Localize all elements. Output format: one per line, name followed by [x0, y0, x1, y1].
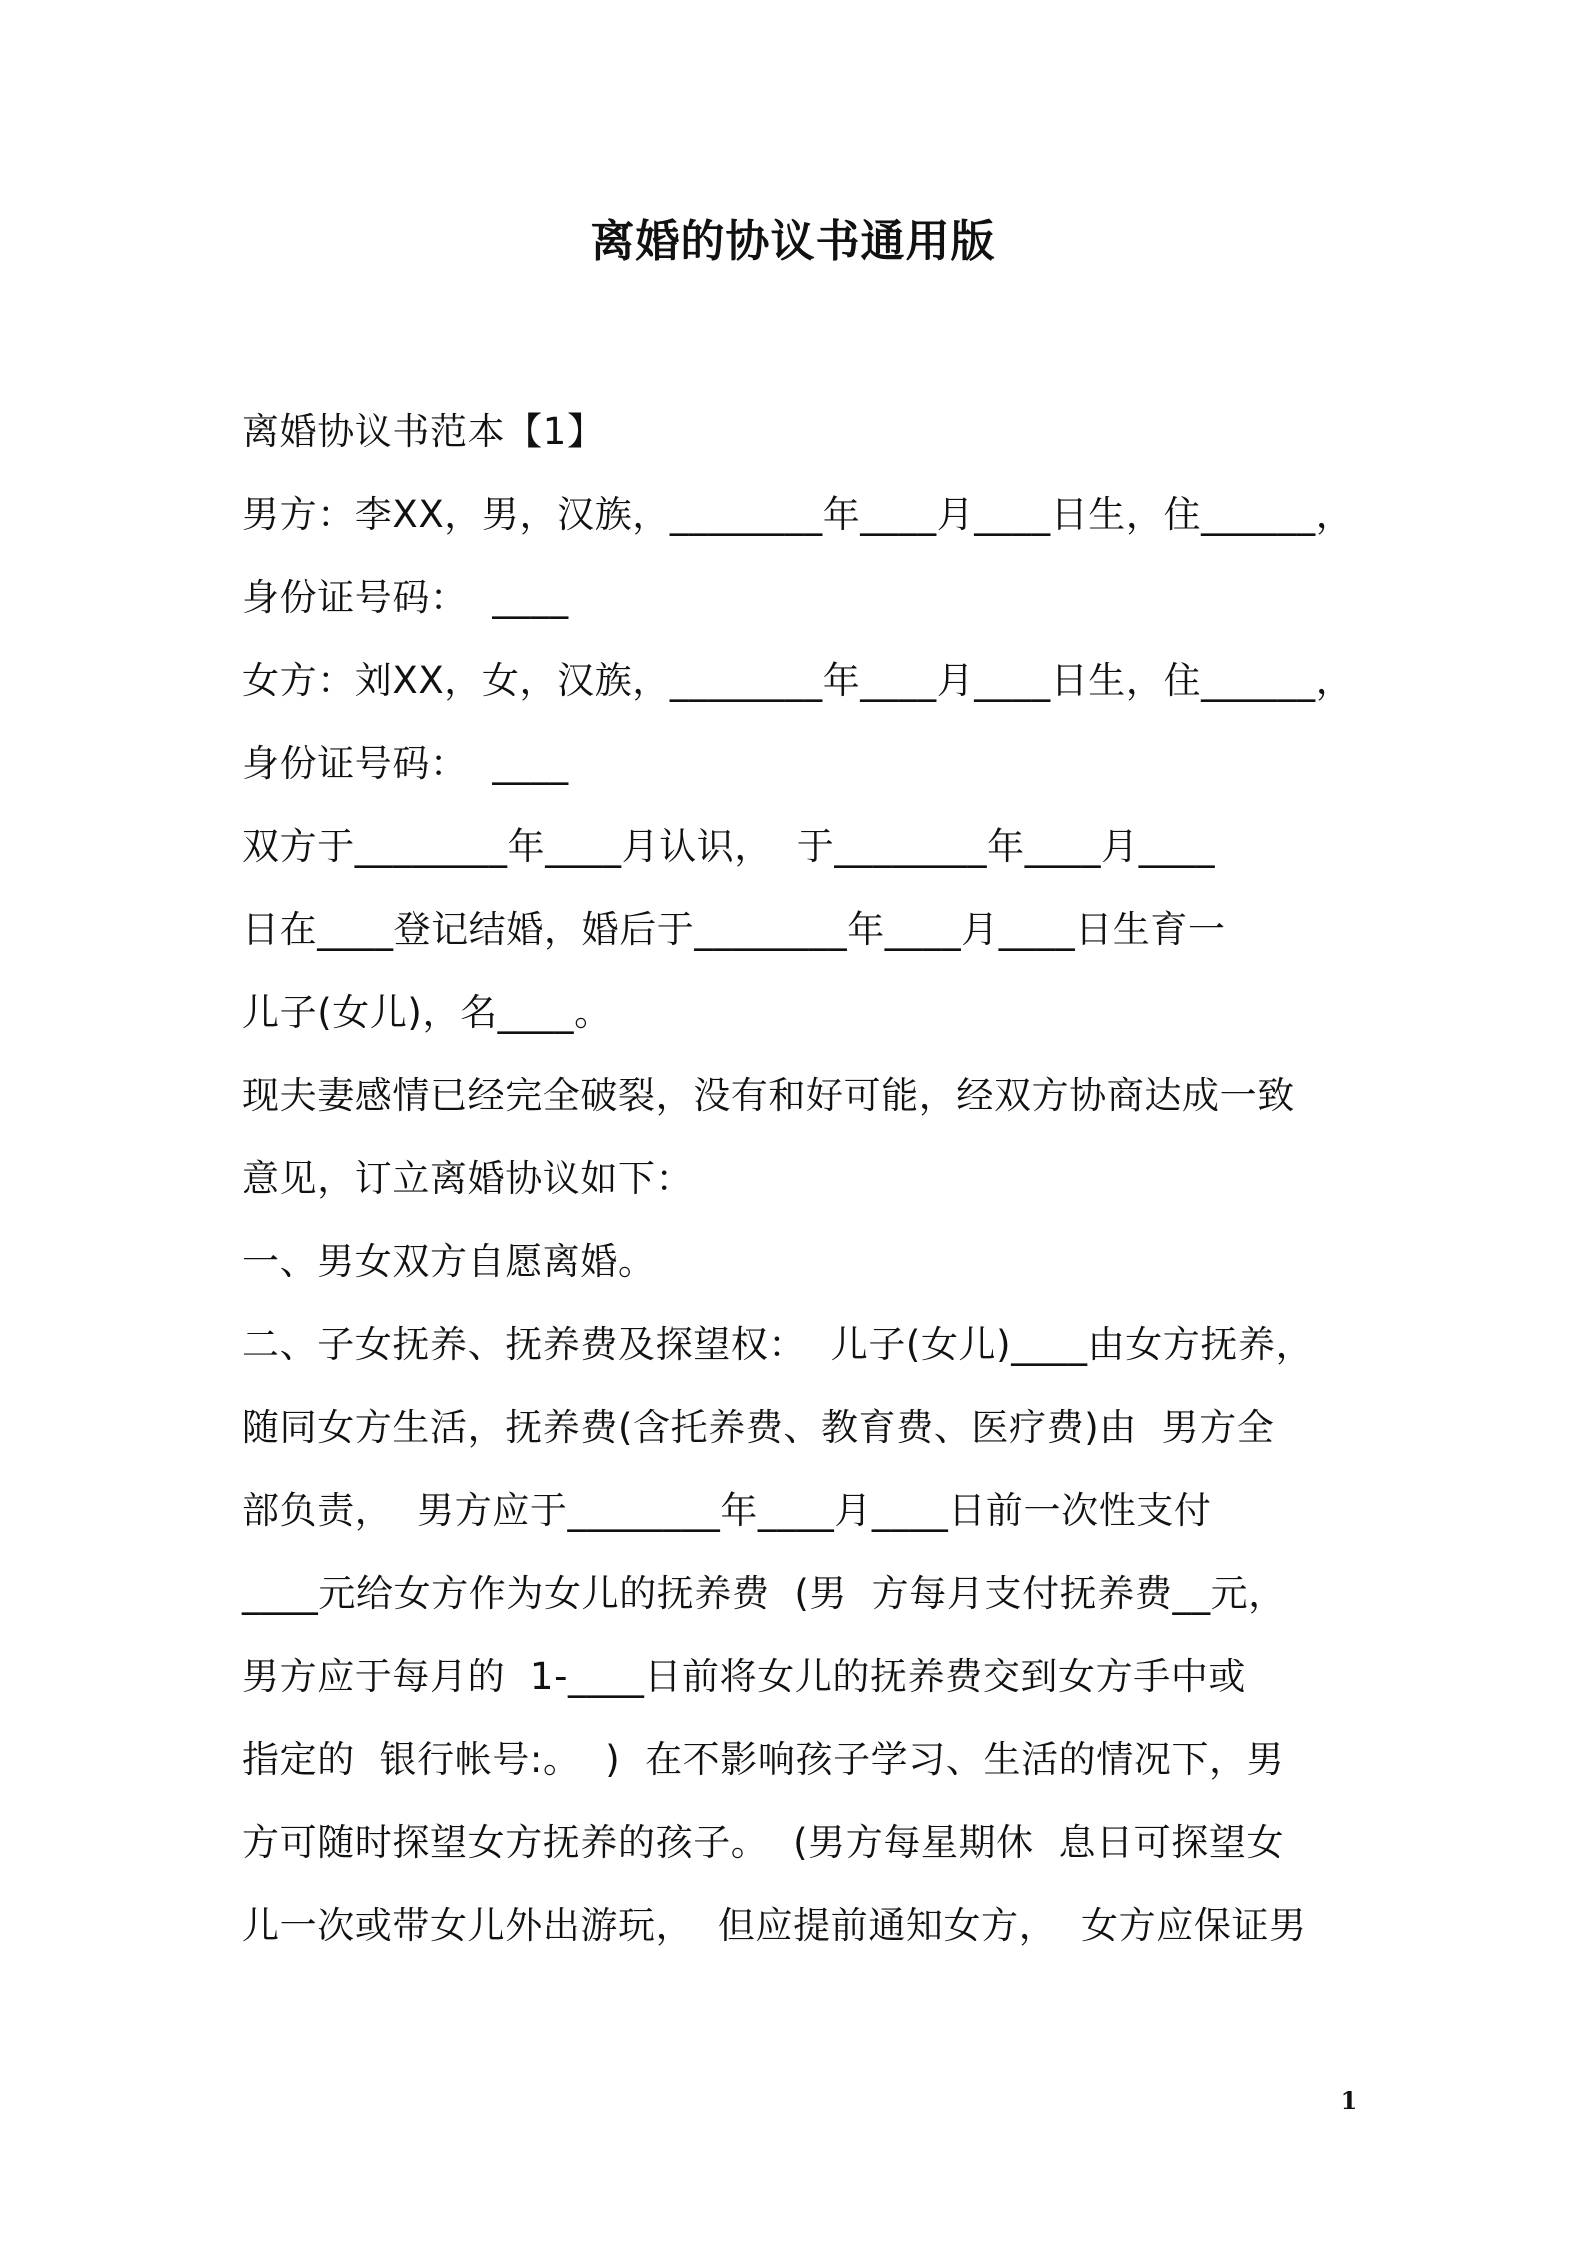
- document-title: 离婚的协议书通用版: [590, 216, 996, 267]
- body-line: 二、子女抚养、抚养费及探望权： 儿子(女儿)____由女方抚养，: [242, 1323, 1314, 1366]
- body-line: 男方应于每月的 1-____日前将女儿的抚养费交到女方手中或: [242, 1655, 1247, 1698]
- body-line: 儿一次或带女儿外出游玩， 但应提前通知女方， 女方应保证男: [242, 1904, 1307, 1947]
- body-line: 指定的 银行帐号:。 ) 在不影响孩子学习、生活的情况下，男: [242, 1738, 1285, 1781]
- body-line: 双方于________年____月认识， 于________年____月____: [242, 825, 1216, 868]
- body-line: 随同女方生活，抚养费(含托养费、教育费、医疗费)由 男方全: [242, 1406, 1275, 1449]
- body-line: 女方：刘XX，女，汉族，________年____月____日生，住______，: [242, 659, 1354, 702]
- body-line: 意见，订立离婚协议如下：: [242, 1157, 694, 1200]
- body-line: 一、男女双方自愿离婚。: [242, 1240, 656, 1283]
- page-number: 1: [1340, 2086, 1358, 2115]
- body-line: 男方：李XX，男，汉族，________年____月____日生，住______，: [242, 493, 1354, 536]
- body-line: 身份证号码： ____: [242, 742, 569, 785]
- body-line: 部负责， 男方应于________年____月____日前一次性支付: [242, 1489, 1212, 1532]
- body-line: 儿子(女儿)，名____。: [242, 991, 612, 1034]
- section-heading: 离婚协议书范本【1】: [242, 410, 605, 453]
- body-line: 方可随时探望女方抚养的孩子。 (男方每星期休 息日可探望女: [242, 1821, 1285, 1864]
- body-line: 日在____登记结婚，婚后于________年____月____日生育一: [242, 908, 1226, 951]
- body-line: 身份证号码： ____: [242, 576, 569, 619]
- body-line: 现夫妻感情已经完全破裂，没有和好可能，经双方协商达成一致: [242, 1074, 1295, 1117]
- body-line: ____元给女方作为女儿的抚养费 (男 方每月支付抚养费__元，: [242, 1572, 1286, 1615]
